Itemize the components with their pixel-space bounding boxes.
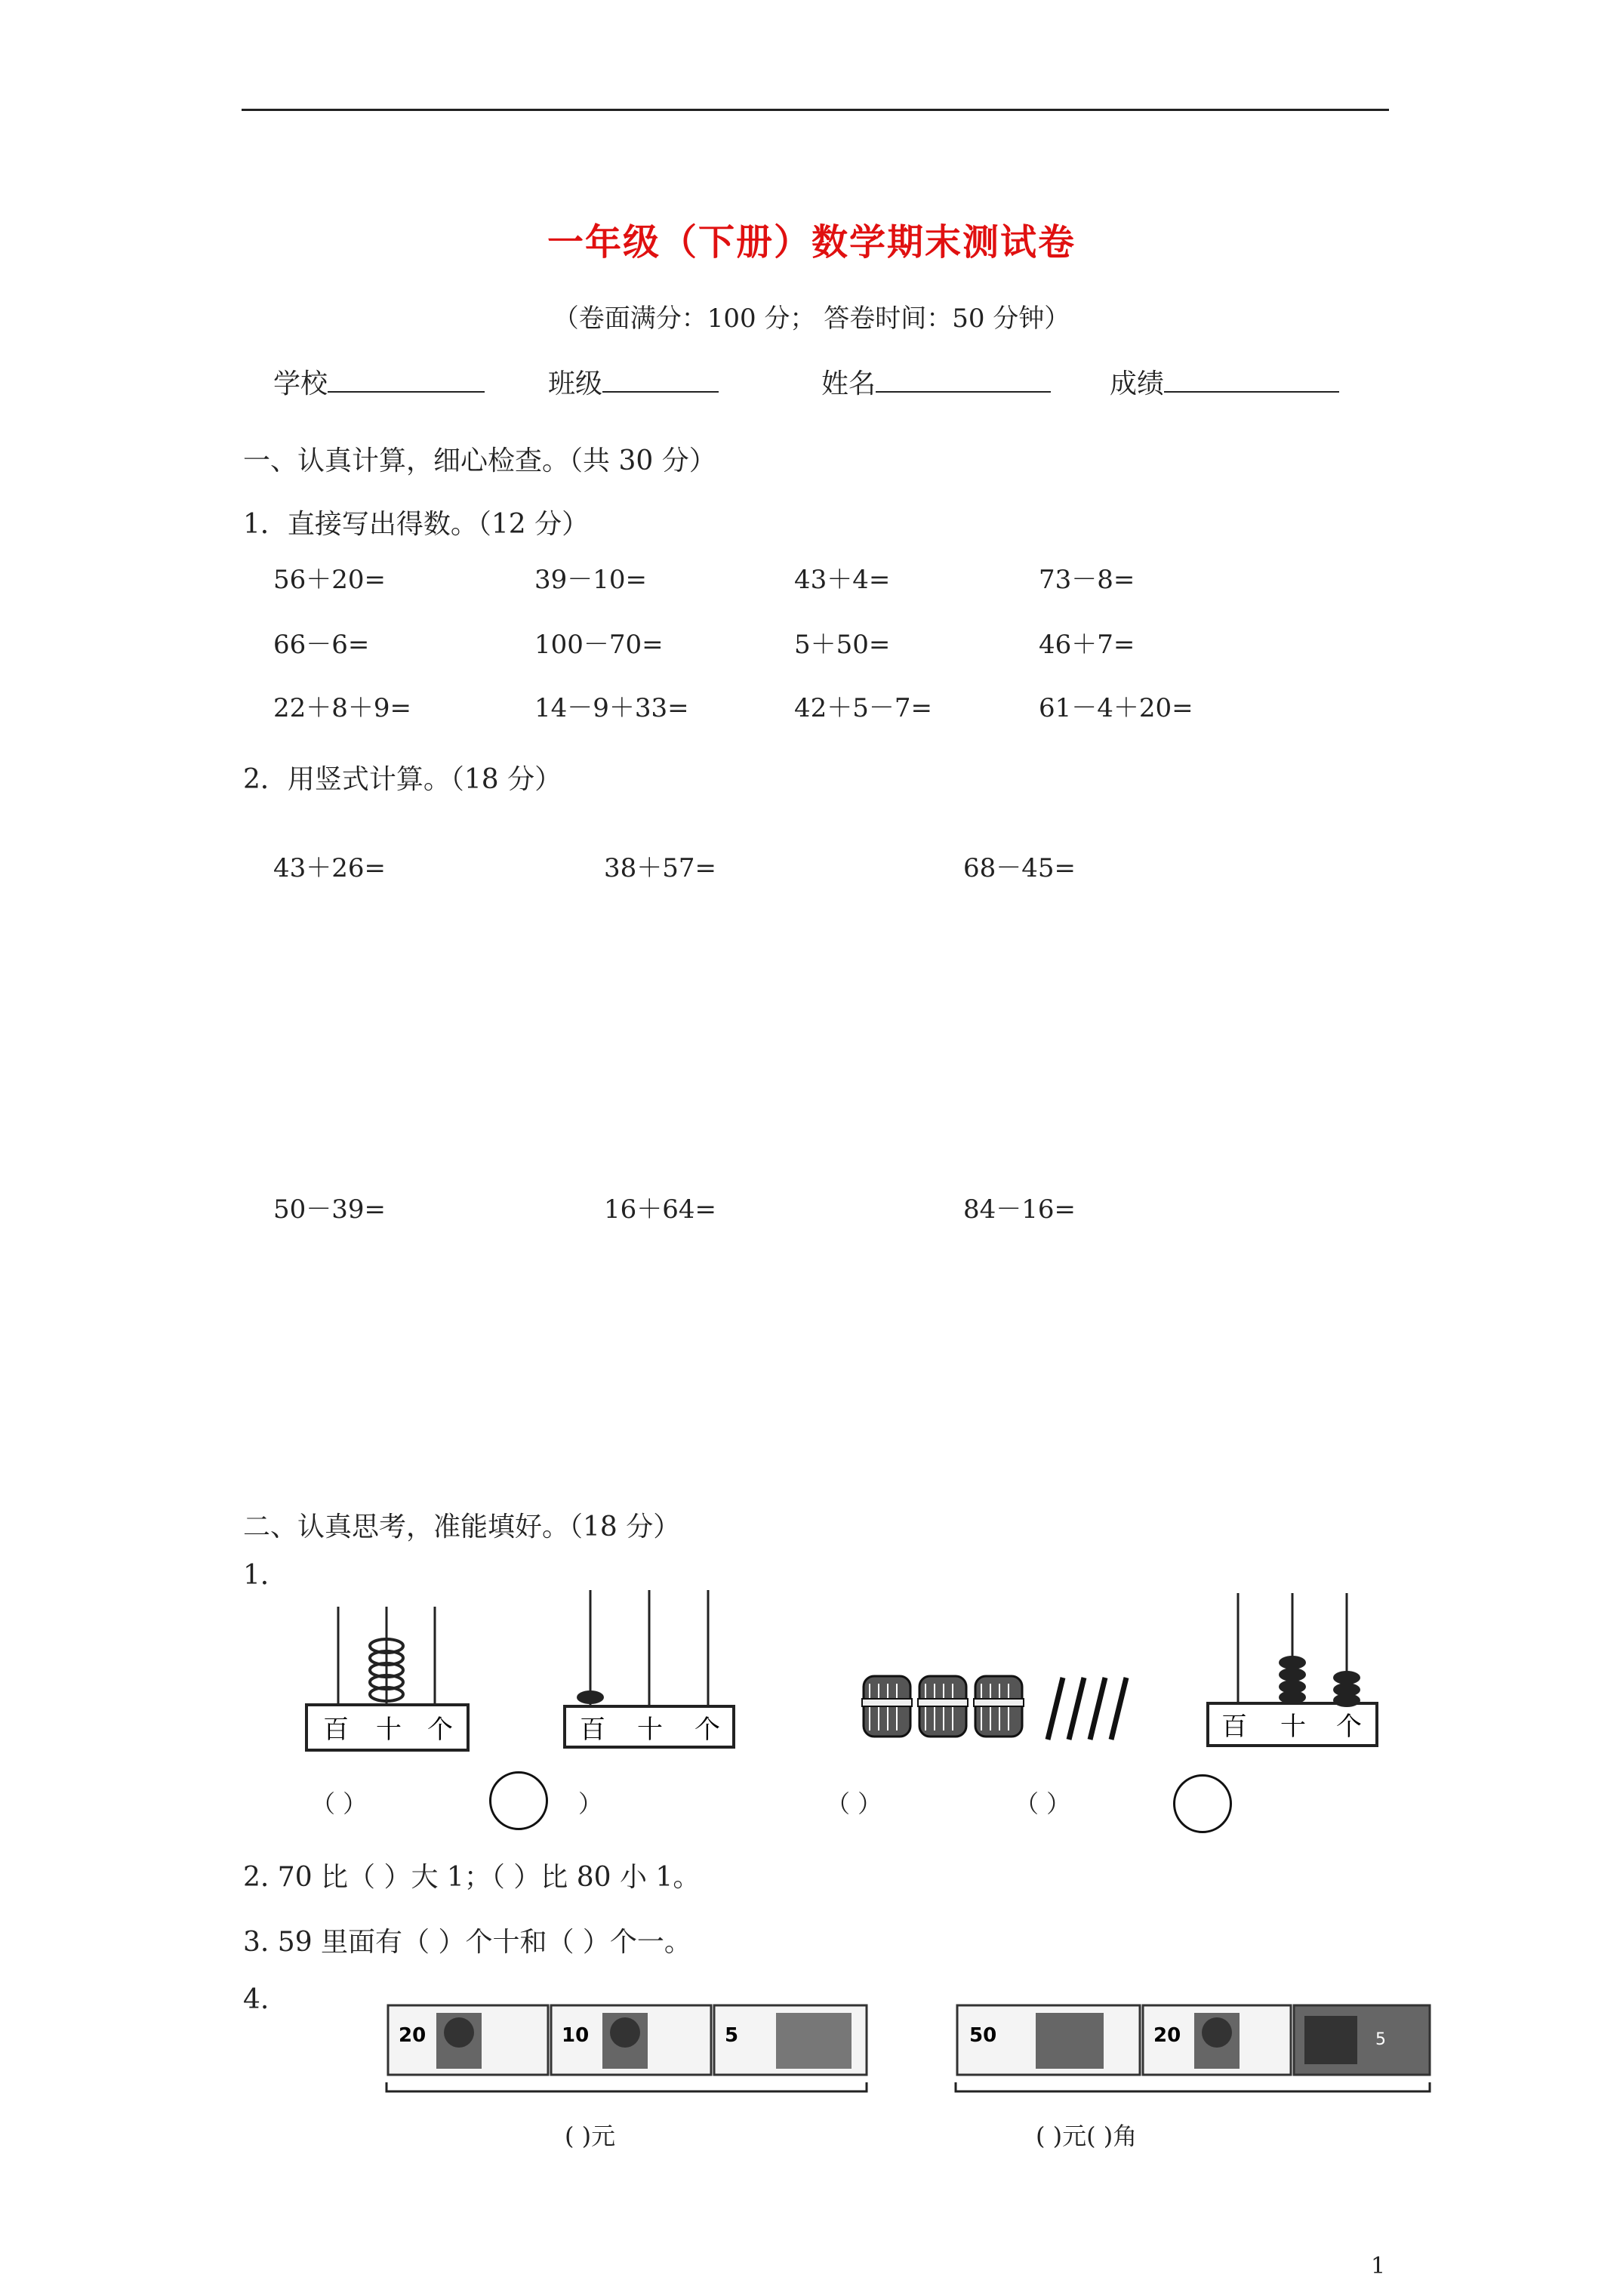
vertical-equation: 50－39= — [273, 1194, 387, 1225]
s2-q4-label: 4. — [243, 1984, 269, 2015]
name-blank[interactable] — [876, 365, 1051, 393]
equation: 22＋8＋9= — [273, 693, 412, 723]
class-blank[interactable] — [602, 365, 719, 393]
stick-bundles-figure — [859, 1661, 1146, 1752]
page-number: 1 — [1371, 2253, 1386, 2279]
banknotes-left-figure — [383, 1999, 874, 2097]
header-rule — [242, 109, 1389, 111]
page-title: 一年级（下册）数学期末测试卷 — [547, 221, 1076, 264]
equation: 61－4＋20= — [1039, 693, 1193, 723]
equation: 43＋4= — [794, 565, 891, 595]
section1-heading: 一、认真计算，细心检查。（共 30 分） — [243, 445, 716, 476]
answer-paren[interactable]: （ ） — [1015, 1789, 1071, 1818]
school-blank[interactable] — [328, 365, 485, 393]
q2-label: 2．用竖式计算。（18 分） — [243, 764, 562, 795]
name-field — [821, 362, 1051, 401]
s2-q1-label: 1． — [243, 1560, 288, 1591]
s2-q2: 2. 70 比（ ）大 1；（ ）比 80 小 1。 — [243, 1862, 701, 1893]
money-answer-right[interactable]: ( )元( )角 — [1036, 2122, 1138, 2150]
equation: 66－6= — [273, 630, 370, 660]
compare-circle[interactable] — [1173, 1774, 1232, 1833]
section2-heading: 二、认真思考，准能填好。（18 分） — [243, 1512, 681, 1542]
svg-text:50: 50 — [969, 2024, 997, 2047]
abacus-label-hundreds: 百 — [580, 1715, 605, 1745]
answer-paren[interactable]: ） — [578, 1789, 603, 1818]
class-field — [548, 362, 719, 401]
svg-text:5: 5 — [1375, 2030, 1386, 2049]
banknote-5-icon — [714, 2005, 867, 2075]
equation: 56＋20= — [273, 565, 387, 595]
vertical-equation: 43＋26= — [273, 853, 387, 883]
abacus-figure-1 — [302, 1593, 476, 1759]
abacus-label-tens: 十 — [376, 1715, 402, 1745]
svg-text:10: 10 — [562, 2024, 590, 2047]
banknote-20-icon — [388, 2005, 548, 2075]
svg-text:5: 5 — [725, 2024, 739, 2047]
s2-q3: 3. 59 里面有（ ）个十和（ ）个一。 — [243, 1927, 691, 1958]
abacus-label-hundreds: 百 — [323, 1715, 349, 1745]
abacus-label-hundreds: 百 — [1221, 1712, 1247, 1742]
stick-bundle-icon — [862, 1676, 912, 1737]
abacus-figure-2 — [559, 1578, 740, 1752]
answer-paren[interactable]: （ ） — [311, 1789, 368, 1818]
equation: 42＋5－7= — [794, 693, 933, 723]
equation: 73－8= — [1039, 565, 1135, 595]
compare-circle[interactable] — [489, 1771, 548, 1830]
banknote-5-jiao-icon — [1294, 2005, 1430, 2075]
q1-label: 1．直接写出得数。（12 分） — [243, 509, 590, 540]
banknote-10-icon — [551, 2005, 711, 2075]
equation: 39－10= — [534, 565, 648, 595]
banknotes-right-figure — [953, 1999, 1436, 2097]
school-field — [273, 362, 485, 401]
score-label: 成绩 — [1110, 368, 1165, 399]
abacus-label-ones: 个 — [694, 1715, 720, 1745]
svg-text:20: 20 — [399, 2024, 427, 2047]
vertical-equation: 68－45= — [963, 853, 1076, 883]
equation: 46＋7= — [1039, 630, 1135, 660]
banknote-50-icon — [957, 2005, 1140, 2075]
class-label: 班级 — [548, 368, 603, 399]
answer-paren[interactable]: （ ） — [826, 1789, 882, 1818]
abacus-label-tens: 十 — [637, 1715, 663, 1745]
abacus-figure-3 — [1203, 1583, 1384, 1749]
abacus-label-tens: 十 — [1280, 1712, 1306, 1742]
exam-subtitle: （卷面满分：100 分； 答卷时间：50 分钟） — [553, 304, 1070, 334]
vertical-equation: 84－16= — [963, 1194, 1076, 1225]
vertical-equation: 38＋57= — [604, 853, 717, 883]
score-field — [1110, 362, 1339, 401]
abacus-label-ones: 个 — [1336, 1712, 1362, 1742]
name-label: 姓名 — [821, 368, 876, 399]
equation: 100－70= — [534, 630, 664, 660]
equation: 14－9＋33= — [534, 693, 689, 723]
single-sticks-icon — [1048, 1678, 1126, 1740]
equation: 5＋50= — [794, 630, 891, 660]
school-label: 学校 — [273, 368, 328, 399]
money-answer-left[interactable]: ( )元 — [565, 2122, 616, 2150]
stick-bundle-icon — [918, 1676, 968, 1737]
stick-bundle-icon — [974, 1676, 1024, 1737]
svg-text:20: 20 — [1153, 2024, 1181, 2047]
vertical-equation: 16＋64= — [604, 1194, 717, 1225]
banknote-20-icon — [1143, 2005, 1291, 2075]
abacus-label-ones: 个 — [427, 1715, 453, 1745]
score-blank[interactable] — [1164, 365, 1339, 393]
